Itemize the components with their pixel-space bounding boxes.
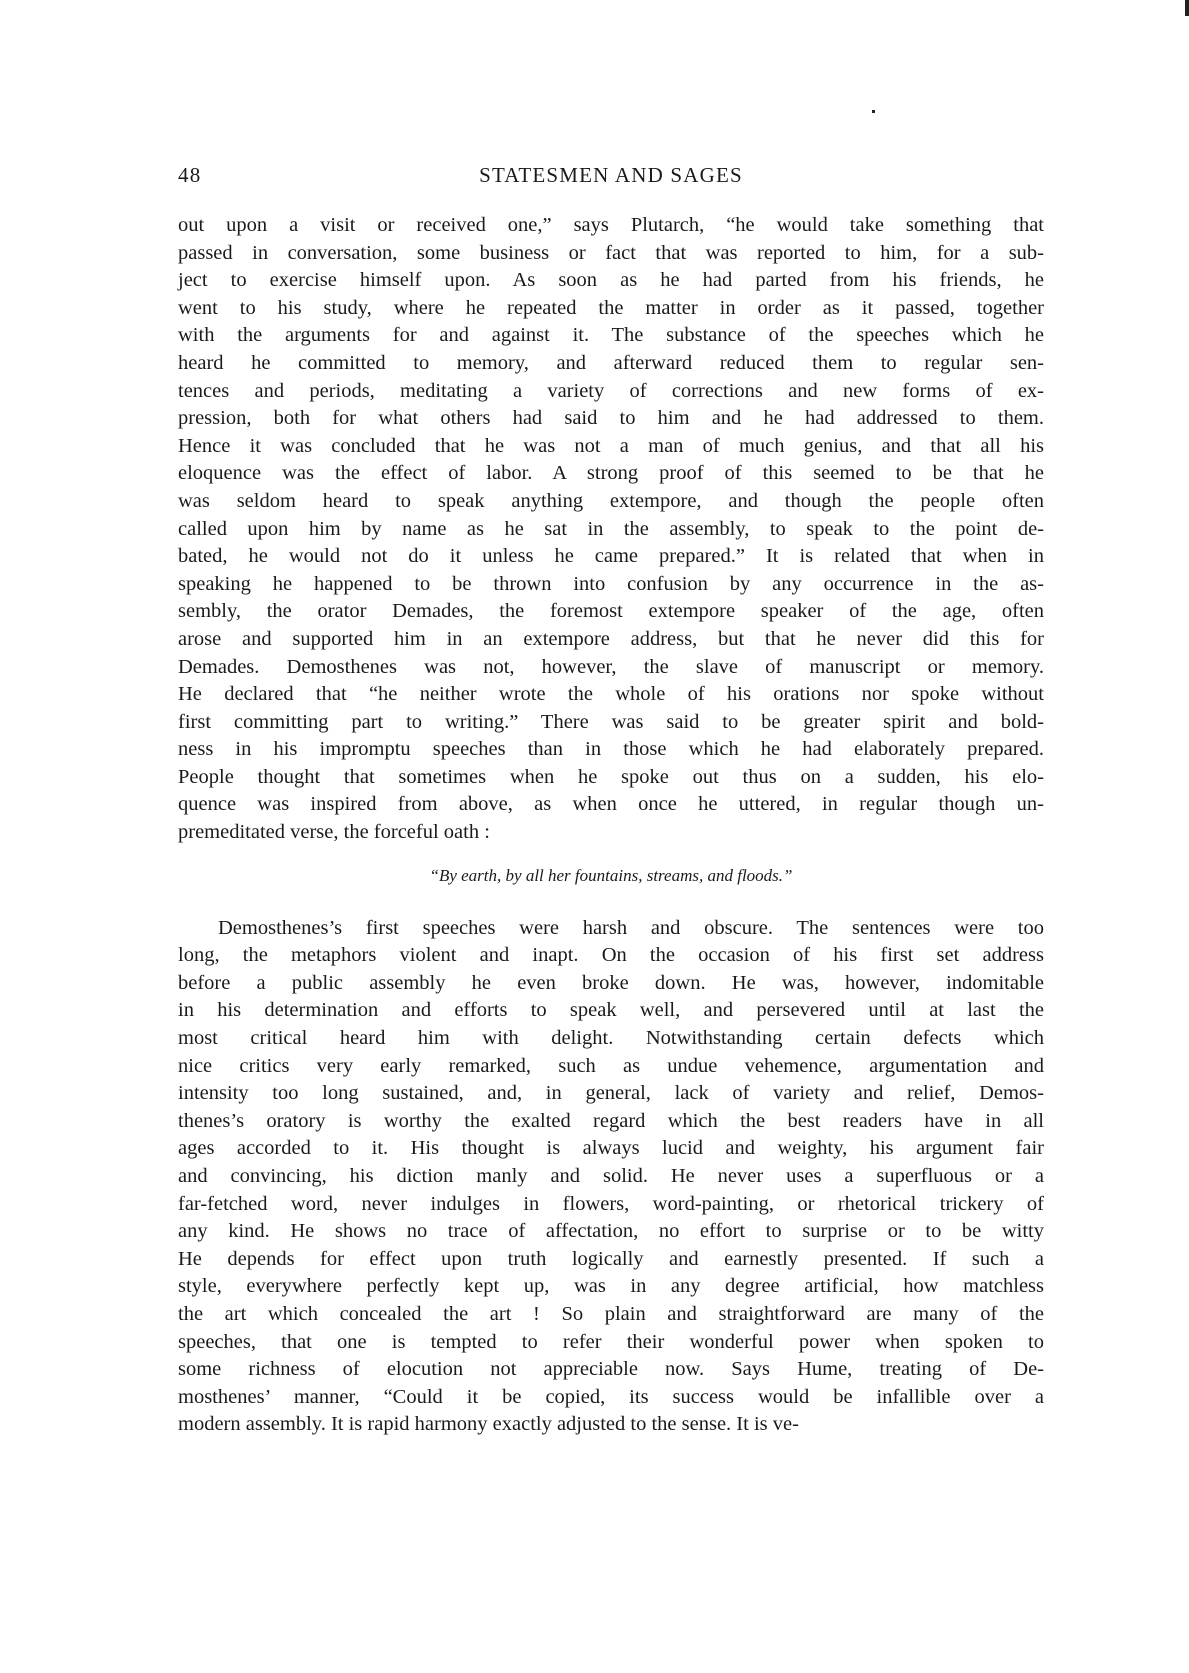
- text-line: passed in conversation, some business or fact that was reported to him, for a sub-: [178, 241, 1044, 264]
- page-number: 48: [178, 163, 202, 187]
- text-line: speaking he happened to be thrown into confusion by any occurrence in the as-: [178, 572, 1044, 595]
- verse-quotation: “By earth, by all her fountains, streams, and floods.”: [429, 865, 793, 885]
- text-line: ages accorded to it. His thought is always lucid and weighty, his argument fair: [178, 1137, 1044, 1160]
- text-line: heard he committed to memory, and afterward reduced them to regular sen-: [178, 351, 1044, 374]
- text-line: bated, he would not do it unless he came prepared.” It is related that when in: [178, 545, 1044, 568]
- text-line: went to his study, where he repeated the matter in order as it passed, together: [178, 296, 1044, 319]
- text-line: sembly, the orator Demades, the foremost extempore speaker of the age, often: [178, 600, 1044, 623]
- text-line: in his determination and efforts to speak well, and persevered until at last the: [178, 999, 1044, 1022]
- text-line: first committing part to writing.” There was said to be greater spirit and bold-: [178, 710, 1044, 733]
- text-line: Demosthenes’s first speeches were harsh and obscure. The sentences were too: [218, 916, 1044, 939]
- running-head: [178, 163, 1044, 189]
- text-line: quence was inspired from above, as when once he uttered, in regular though un-: [178, 793, 1044, 816]
- text-line: any kind. He shows no trace of affectation, no effort to surprise or to be witty: [178, 1220, 1044, 1243]
- text-line: arose and supported him in an extempore address, but that he never did this for: [178, 627, 1044, 650]
- text-line: most critical heard him with delight. Notwithstanding certain defects which: [178, 1027, 1044, 1050]
- text-line: ject to exercise himself upon. As soon as he had parted from his friends, he: [178, 269, 1044, 292]
- text-line: tences and periods, meditating a variety of corrections and new forms of ex-: [178, 379, 1044, 402]
- text-line: Hence it was concluded that he was not a man of much genius, and that all his: [178, 434, 1044, 457]
- text-line: some richness of elocution not appreciable now. Says Hume, treating of De-: [178, 1358, 1044, 1381]
- text-line: speeches, that one is tempted to refer their wonderful power when spoken to: [178, 1330, 1044, 1353]
- text-line: premeditated verse, the forceful oath :: [178, 821, 490, 844]
- text-line: modern assembly. It is rapid harmony exactly adjusted to the sense. It is ve-: [178, 1413, 799, 1436]
- text-line: intensity too long sustained, and, in general, lack of variety and relief, Demos-: [178, 1082, 1044, 1105]
- text-line: He declared that “he neither wrote the whole of his orations nor spoke without: [178, 683, 1044, 706]
- paragraph-1: [178, 212, 1044, 847]
- text-line: the art which concealed the art ! So plain and straightforward are many of the: [178, 1302, 1044, 1325]
- text-line: and convincing, his diction manly and solid. He never uses a superfluous or a: [178, 1165, 1044, 1187]
- running-head-title: STATESMEN AND SAGES: [479, 163, 743, 187]
- text-line: Demades. Demosthenes was not, however, the slave of manuscript or memory.: [178, 655, 1044, 678]
- page-edge-mark: [1185, 0, 1189, 16]
- text-line: was seldom heard to speak anything extempore, and though the people often: [178, 489, 1044, 512]
- text-line: long, the metaphors violent and inapt. On the occasion of his first set address: [178, 944, 1044, 967]
- print-speck: [872, 110, 875, 113]
- text-line: ness in his impromptu speeches than in those which he had elaborately prepared.: [178, 738, 1044, 761]
- text-line: eloquence was the effect of labor. A strong proof of this seemed to be that he: [178, 462, 1044, 485]
- paragraph-2: [178, 915, 1044, 1439]
- text-line: mosthenes’ manner, “Could it be copied, its success would be infallible over a: [178, 1385, 1044, 1408]
- body-text: [178, 212, 1044, 1439]
- text-line: He depends for effect upon truth logically and earnestly presented. If such a: [178, 1247, 1044, 1270]
- text-line: People thought that sometimes when he spoke out thus on a sudden, his elo-: [178, 765, 1044, 788]
- text-line: called upon him by name as he sat in the assembly, to speak to the point de-: [178, 517, 1044, 540]
- text-line: pression, both for what others had said to him and he had addressed to them.: [178, 407, 1044, 430]
- text-line: out upon a visit or received one,” says Plutarch, “he would take something that: [178, 214, 1044, 236]
- text-line: thenes’s oratory is worthy the exalted regard which the best readers have in all: [178, 1109, 1044, 1132]
- text-line: with the arguments for and against it. The substance of the speeches which he: [178, 324, 1044, 347]
- text-line: style, everywhere perfectly kept up, was in any degree artificial, how matchless: [178, 1275, 1044, 1298]
- text-line: before a public assembly he even broke down. He was, however, indomitable: [178, 971, 1044, 994]
- text-line: far-fetched word, never indulges in flowers, word-painting, or rhetorical trickery of: [178, 1192, 1044, 1215]
- text-line: nice critics very early remarked, such as undue vehemence, argumentation and: [178, 1054, 1044, 1077]
